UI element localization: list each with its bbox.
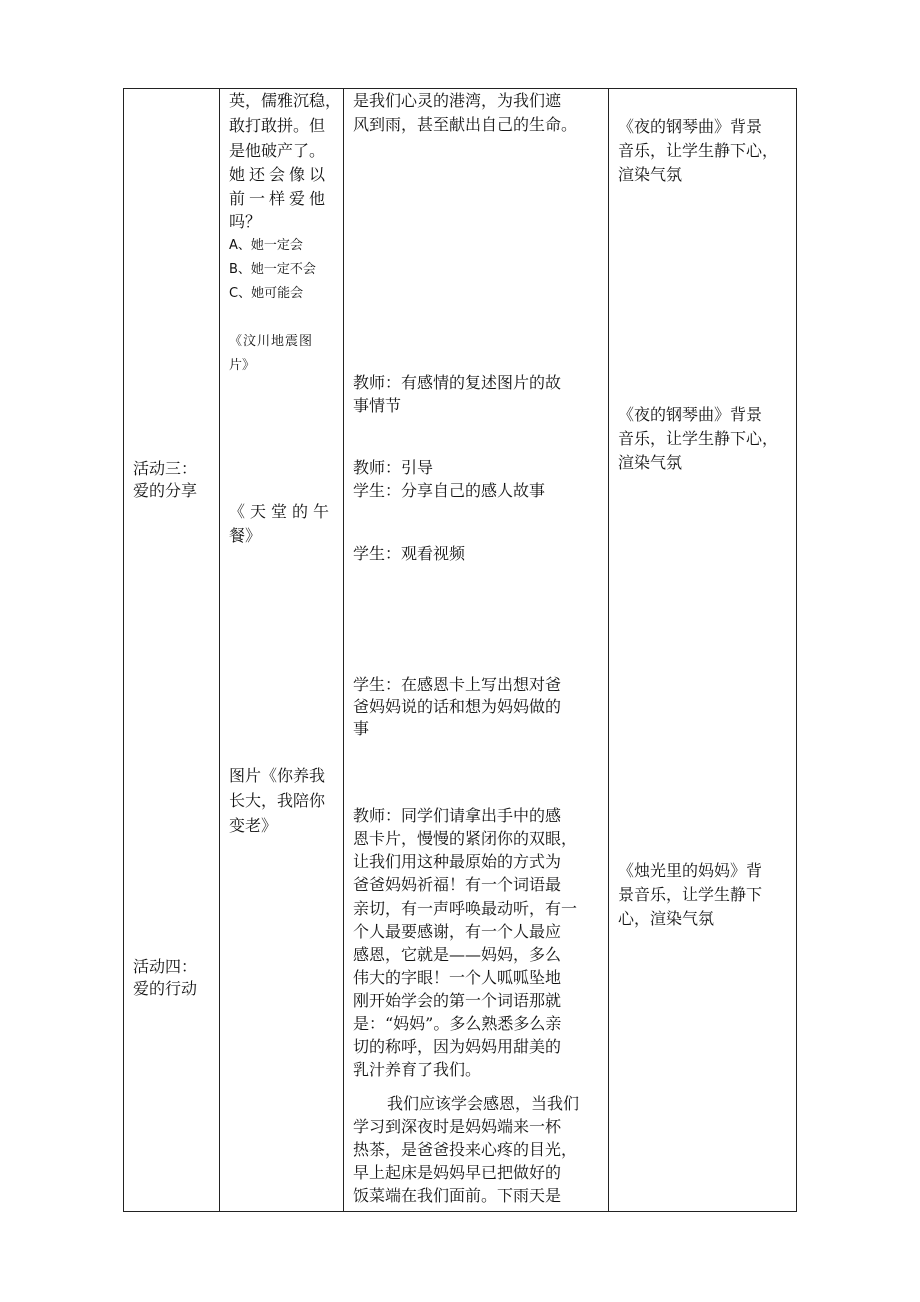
picture-caption-line1: 图片《你养我 — [229, 766, 326, 785]
intro-line: 风到雨，甚至献出自己的生命。 — [353, 115, 578, 134]
teacher-retell-line1: 教师：有感情的复述图片的故 — [353, 373, 562, 392]
picture-caption-line3: 变老》 — [229, 816, 278, 835]
teacher-speech-line: 是：“妈妈”。多么熟悉多么亲 — [353, 1014, 562, 1033]
student-card-line: 爸妈妈说的话和想为妈妈做的 — [353, 697, 562, 716]
option-c: C、她可能会 — [229, 286, 304, 301]
activity3-label-line1: 活动三： — [133, 459, 198, 478]
table-border-top — [123, 88, 797, 89]
question-line: 她还会像以 — [229, 165, 330, 184]
gratitude-line: 饭菜端在我们面前。下雨天是 — [353, 1186, 562, 1205]
music-note-1-line: 渲染气氛 — [618, 165, 683, 184]
wenchuan-caption-line1: 《汶川地震图 — [229, 334, 314, 349]
teacher-guide: 教师：引导 — [353, 458, 434, 477]
teacher-speech-line: 教师：同学们请拿出手中的感 — [353, 806, 562, 825]
teacher-speech-line: 刚开始学会的第一个词语那就 — [353, 991, 562, 1010]
question-line: 前一样爱他 — [229, 189, 330, 208]
teacher-speech-line: 恩卡片，慢慢的紧闭你的双眼， — [353, 829, 578, 848]
table-divider-1 — [219, 88, 220, 1212]
table-border-bottom — [123, 1211, 797, 1212]
tiantang-caption-line1: 《天堂的午 — [229, 502, 335, 521]
teacher-retell-line2: 事情节 — [353, 396, 402, 415]
student-card-line: 事 — [353, 719, 370, 738]
teacher-speech-line: 亲切，有一声呼唤最动听，有一 — [353, 899, 578, 918]
picture-caption-line2: 长大，我陪你 — [229, 791, 326, 810]
teacher-speech-line: 乳汁养育了我们。 — [353, 1060, 482, 1079]
option-b: B、她一定不会 — [229, 262, 316, 277]
table-border-left — [123, 88, 124, 1212]
table-border-right — [796, 88, 797, 1212]
intro-line: 是我们心灵的港湾，为我们遮 — [353, 91, 562, 110]
question-line: 吗？ — [229, 212, 262, 231]
teacher-speech-line: 个人最要感谢，有一个人最应 — [353, 922, 562, 941]
student-share: 学生：分享自己的感人故事 — [353, 481, 546, 500]
teacher-speech-line: 让我们用这种最原始的方式为 — [353, 852, 562, 871]
music-note-3-line: 景音乐，让学生静下 — [618, 885, 763, 904]
gratitude-line: 早上起床是妈妈早已把做好的 — [353, 1163, 562, 1182]
music-note-3-line: 《烛光里的妈妈》背 — [618, 861, 763, 880]
wenchuan-caption-line2: 片》 — [229, 358, 256, 373]
gratitude-line: 学习到深夜时是妈妈端来一杯 — [353, 1117, 562, 1136]
teacher-speech-line: 切的称呼，因为妈妈用甜美的 — [353, 1037, 562, 1056]
question-line: 敢打敢拼。但 — [229, 116, 326, 135]
activity4-label-line2: 爱的行动 — [133, 979, 198, 998]
table-divider-2 — [343, 88, 344, 1212]
teacher-speech-line: 爸爸妈妈祈福！有一个词语最 — [353, 875, 562, 894]
music-note-1-line: 《夜的钢琴曲》背景 — [618, 117, 763, 136]
question-line: 是他破产了。 — [229, 141, 326, 160]
tiantang-caption-line2: 餐》 — [229, 526, 262, 545]
music-note-2-line: 音乐，让学生静下心， — [618, 429, 779, 448]
activity3-label-line2: 爱的分享 — [133, 481, 198, 500]
question-line: 英，儒雅沉稳， — [229, 91, 342, 110]
activity4-label-line1: 活动四： — [133, 957, 198, 976]
table-divider-3 — [608, 88, 609, 1212]
music-note-1-line: 音乐，让学生静下心， — [618, 141, 779, 160]
option-a: A、她一定会 — [229, 238, 303, 253]
music-note-2-line: 渲染气氛 — [618, 453, 683, 472]
student-video: 学生：观看视频 — [353, 544, 466, 563]
teacher-speech-line: 感恩，它就是——妈妈，多么 — [353, 945, 562, 964]
gratitude-line: 我们应该学会感恩，当我们 — [387, 1094, 580, 1113]
gratitude-line: 热茶，是爸爸投来心疼的目光， — [353, 1140, 578, 1159]
music-note-2-line: 《夜的钢琴曲》背景 — [618, 405, 763, 424]
music-note-3-line: 心，渲染气氛 — [618, 909, 715, 928]
teacher-speech-line: 伟大的字眼！一个人呱呱坠地 — [353, 968, 562, 987]
student-card-line: 学生：在感恩卡上写出想对爸 — [353, 675, 562, 694]
